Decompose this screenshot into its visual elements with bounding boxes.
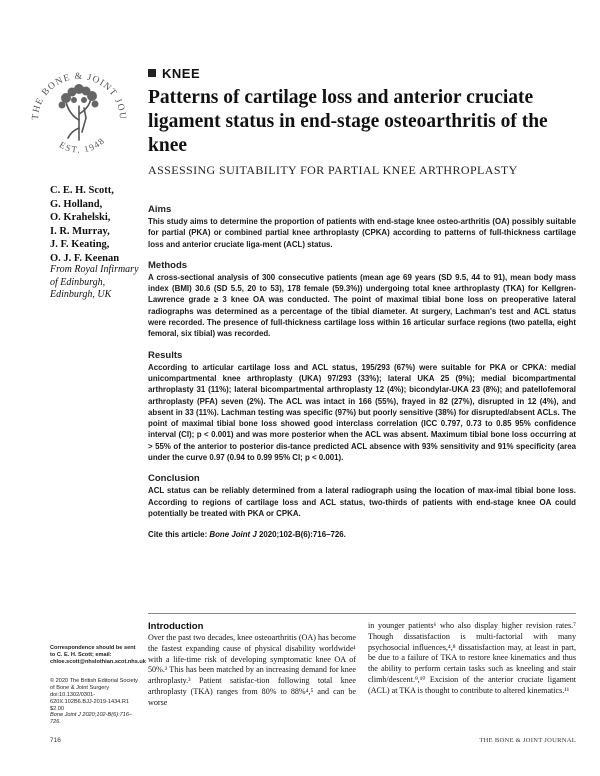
section-square-icon [148, 69, 156, 77]
author-list [50, 184, 140, 266]
author: O. Krahelski, [50, 212, 111, 224]
results-heading: Results [148, 349, 183, 361]
intro-column-1: Over the past two decades, knee osteoarthritis (OA) has become the fastest expanding cause of physical disability worldwide¹ with a life-time risk of developing symptomatic knee OA of 50%.² This has been matched by an increasing demand for knee arthroplasty.³ Patient satisfac-tion following total knee arthroplasty (TKA) ranges from 80% to 88%⁴,⁵ and can be worse [148, 633, 356, 707]
article-title: Patterns of cartilage loss and anterior cruciate ligament status in end-stage osteoarthritis of the knee [148, 87, 548, 156]
author: I. R. Murray, [50, 225, 110, 237]
author: G. Holland, [50, 198, 103, 210]
abstract-conclusion [148, 473, 576, 519]
author: J. F. Keating, [50, 239, 110, 251]
cite-line [148, 529, 576, 540]
methods-heading: Methods [148, 259, 188, 271]
abstract-methods [148, 260, 576, 340]
correspondence-note: Correspondence should be sent to C. E. H. Scott; email: chloe.scott@nhslothian.scot.nhs.uk [50, 645, 146, 665]
affiliation: From Royal Infirmary of Edinburgh, Edinburgh, UK [50, 264, 139, 300]
methods-text: A cross-sectional analysis of 300 consecutive patients (mean age 69 years (SD 9.5, 44 to 91), mean body mass index (BMI) 30.6 (SD 5.5, 20 to 53), 178 female (59.3%)) undergoing total knee arthroplasty (TKA) for Kellgren-Lawrence grade ≥ 3 knee OA was conducted. The point of maximal tibial bone loss on preoperative lateral radiographs was determined as a percentage of the tibial diameter. At surgery, Lachman's test and ACL status were recorded. The presence of full-thickness cartilage loss within 16 articular surface regions (two patella, eight femoral, six tibial) was recorded. [148, 272, 576, 339]
author: C. E. H. Scott, [50, 185, 114, 196]
aims-text: This study aims to determine the proportion of patients with end-stage knee osteo-arthritis (OA) possibly suitable for partial (PKA) or combined partial knee arthroplasty (CPKA) according to patterns of full-thickness cartilage loss and anterior cruciate liga-ment (ACL) status. [148, 217, 576, 249]
copyright-note: © 2020 The British Editorial Society of Bone & Joint Surgery doi:10.1302/0301-620X.102B6.BJJ-2019-1434.R1 $2.00 [50, 678, 138, 712]
journal-logo [24, 58, 134, 168]
journal-seal-icon [24, 58, 134, 168]
journal-footer: THE BONE & JOINT JOURNAL [479, 737, 576, 744]
sidebar-citation: Bone Joint J 2020;102-B(6):716–726. [50, 712, 133, 725]
conclusion-heading: Conclusion [148, 473, 200, 485]
section-label [148, 66, 200, 81]
aims-heading: Aims [148, 204, 172, 215]
logo-ring-text: THE BONE & JOINT JOU [30, 71, 128, 121]
abstract-aims [148, 204, 576, 250]
svg-text:EST. 1948 [58, 135, 107, 155]
cite-label: Cite this article: [148, 530, 208, 540]
logo-est-text: EST. 1948 [57, 135, 108, 155]
article-subtitle: ASSESSING SUITABILITY FOR PARTIAL KNEE ARTHROPLASTY [148, 163, 518, 177]
conclusion-text: ACL status can be reliably determined from a lateral radiograph using the location of max-imal tibial bone loss. According to regions of cartilage loss and ACL status, two-thirds of patients with end-stage knee OA could potentially be treated with PKA or CPKA. [148, 486, 576, 518]
abstract-results [148, 350, 576, 464]
cite-journal: Bone Joint J [209, 530, 257, 540]
intro-heading: Introduction [148, 621, 204, 632]
intro-column-2: in younger patients⁶ who also display higher revision rates.⁷ Though dissatisfaction is multi-factorial with many psychosocial influences,⁴,⁸ dissatisfaction may, at least in part, be due to a failure of TKA to restore knee kinematics and thus the ability to perform certain tasks such as kneeling and stair climb/descent.⁹,¹⁰ Excision of the anterior cruciate ligament (ACL) at TKA is thought to contribute to altered kinematics.¹¹ [368, 621, 576, 695]
page-number: 716 [50, 737, 61, 744]
results-text: According to articular cartilage loss and ACL status, 195/293 (67%) were suitable for PKA or CPKA: medial unicompartmental knee arthroplasty (UKA) 97/293 (33%); lateral UKA 25 (9%); medial bicompartmental arthroplasty 31 (11%); lateral bicompartmental arthroplasty 12 (4%); bicondylar-UKA 23 (8%); and patellofemoral arthroplasty (PFA) seven (2%). The ACL was intact in 166 (55%), frayed in 82 (27%), disrupted in 12 (4%), and absent in 33 (11%). Lachman testing was specific (97%) but poorly sensitive (38%) for disrupted/absent ACLs. The point of maximal tibial bone loss showed good interclass correlation (ICC 0.797, 0.73 to 0.85 95% confidence interval (CI); p < 0.001) and was more posterior when the ACL was absent. Maximum tibial bone loss occurring at > 55% of the anterior to posterior dis-tance predicted ACL absence with 93% sensitivity and 91% specificity (area under the curve 0.97 (0.94 to 0.99 95% CI; p < 0.001). [148, 362, 576, 463]
section-divider [148, 613, 576, 614]
abstract [148, 204, 576, 541]
section-text: KNEE [162, 66, 201, 81]
cite-reference: 2020;102-B(6):716–726. [258, 530, 346, 540]
author: O. J. F. Keenan [50, 252, 120, 264]
